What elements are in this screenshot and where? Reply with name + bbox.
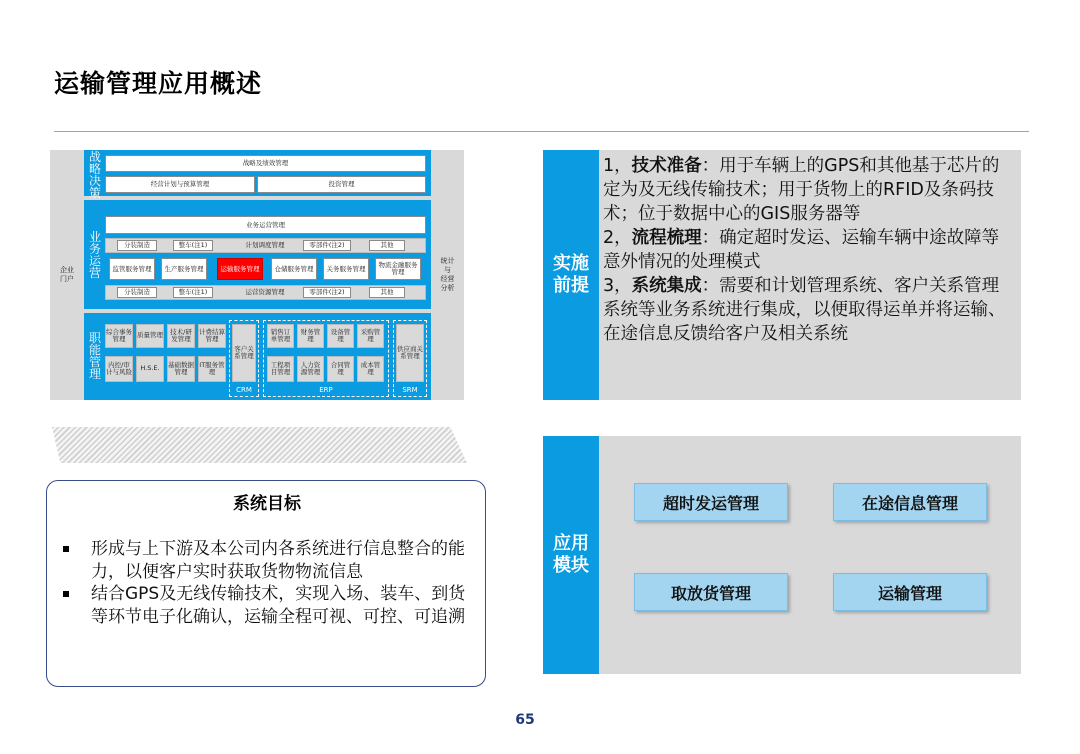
- function-box: IT服务管理: [198, 356, 226, 382]
- premise-item-heading: 流程梳理: [631, 228, 702, 248]
- function-box: 计费结算管理: [198, 324, 226, 348]
- function-box: H.S.E.: [136, 356, 164, 382]
- function-box: 内控/审计与风险: [105, 356, 133, 382]
- strategy-band: [84, 150, 431, 200]
- erp-box: 合同管理: [327, 356, 354, 382]
- system-goals-list: [61, 538, 471, 628]
- premise-item-text: ：需要和计划管理系统、客户关系管理系统等业务系统进行集成，以便取得运单并将运输、在途信息反馈给客户及相关系统: [603, 276, 1006, 344]
- architecture-diagram: [50, 150, 464, 400]
- erp-label: ERP: [319, 386, 333, 394]
- list-item: [61, 583, 471, 628]
- premise-item-text: ：用于车辆上的GPS和其他基于芯片的定为及无线传输技术；用于货物上的RFID及条码技术；位于数据中心的GIS服务器等: [603, 156, 1000, 224]
- function-box: 质量管理: [136, 324, 164, 348]
- operations-box: 分装制造: [117, 287, 157, 298]
- statistics-analysis-label: 统计 与 经营 分析: [440, 257, 455, 292]
- erp-box: 人力资源管理: [297, 356, 324, 382]
- operations-header-box: 业务运营管理: [105, 216, 426, 234]
- operations-box: 分装制造: [117, 240, 157, 251]
- module-in-transit-info: 在途信息管理: [833, 483, 987, 521]
- strategy-sub-box: 经营计划与预算管理: [105, 176, 255, 193]
- system-goals-title: 系统目标: [233, 494, 301, 514]
- operations-band: [84, 200, 431, 309]
- premise-item: [603, 226, 1015, 274]
- strategy-sub-box: 投资管理: [257, 176, 426, 193]
- page-number: 65: [515, 712, 535, 728]
- srm-box: 供应商关系管理: [396, 324, 424, 382]
- operations-box: 零部件(注2): [303, 240, 351, 251]
- operations-box: 零部件(注2): [303, 287, 351, 298]
- erp-box: 成本管理: [357, 356, 384, 382]
- module-transport: 运输管理: [833, 573, 987, 611]
- premise-item-number: 3，: [603, 276, 632, 296]
- service-box: 关务服务管理: [323, 258, 369, 280]
- erp-box: 采购管理: [357, 324, 384, 348]
- service-box: 监管服务管理: [109, 258, 155, 280]
- premise-label: 实施前提: [543, 150, 599, 400]
- premise-item-number: 2，: [603, 228, 632, 248]
- enterprise-portal-label: 企业 门户: [60, 266, 74, 283]
- erp-box: 财务管理: [297, 324, 324, 348]
- service-box: 物流金融服务管理: [375, 258, 421, 280]
- erp-box: 工程项目管理: [267, 356, 294, 382]
- function-box: 综合事务管理: [105, 324, 133, 348]
- functions-band-label: 职能管理: [88, 331, 101, 381]
- operations-box: 其他: [369, 287, 405, 298]
- service-box-transport-highlight: 运输服务管理: [217, 258, 263, 280]
- function-box: 技术/研发管理: [167, 324, 195, 348]
- function-box: 基础数据管理: [167, 356, 195, 382]
- premise-item-heading: 技术准备: [631, 156, 702, 176]
- crm-label: CRM: [236, 386, 252, 394]
- module-pickup-delivery: 取放货管理: [634, 573, 788, 611]
- srm-label: SRM: [402, 386, 418, 394]
- operations-box: 其他: [369, 240, 405, 251]
- goal-text: 结合GPS及无线传输技术，实现入场、装车、到货等环节电子化确认，运输全程可视、可控、可追溯: [91, 584, 466, 627]
- operations-box: 整车(注1): [173, 287, 213, 298]
- strategy-band-label: 战略决策: [88, 150, 101, 200]
- bullet-icon: [63, 546, 69, 552]
- strategy-box: 战略及绩效管理: [105, 155, 426, 172]
- service-box: 仓储服务管理: [271, 258, 317, 280]
- system-goals-box: [46, 480, 486, 687]
- page-title: 运输管理应用概述: [54, 69, 263, 98]
- premise-content: [599, 150, 1021, 400]
- premise-item: [603, 154, 1015, 226]
- modules-label: 应用模块: [543, 436, 599, 674]
- erp-box: 销售订单管理: [267, 324, 294, 348]
- premise-item-heading: 系统集成: [631, 276, 702, 296]
- premise-item-text: ：确定超时发运、运输车辆中途故障等意外情况的处理模式: [603, 228, 1000, 272]
- title-divider: [54, 131, 1029, 132]
- goal-text: 形成与上下游及本公司内各系统进行信息整合的能力，以便客户实时获取货物物流信息: [91, 539, 465, 582]
- crm-box: 客户关系管理: [232, 324, 256, 382]
- operations-text: 计划调度管理: [245, 241, 285, 249]
- modules-content: [599, 436, 1021, 674]
- premise-item-number: 1，: [603, 156, 632, 176]
- premise-item: [603, 274, 1015, 346]
- service-box: 生产服务管理: [161, 258, 207, 280]
- module-timeout-shipping: 超时发运管理: [634, 483, 788, 521]
- diagram-shadow-decoration: [52, 427, 467, 463]
- operations-band-label: 业务运营: [88, 230, 101, 280]
- operations-text: 运营资源管理: [245, 288, 285, 296]
- list-item: [61, 538, 471, 583]
- functions-band: [84, 313, 431, 400]
- bullet-icon: [63, 591, 69, 597]
- erp-box: 设备管理: [327, 324, 354, 348]
- operations-box: 整车(注1): [173, 240, 213, 251]
